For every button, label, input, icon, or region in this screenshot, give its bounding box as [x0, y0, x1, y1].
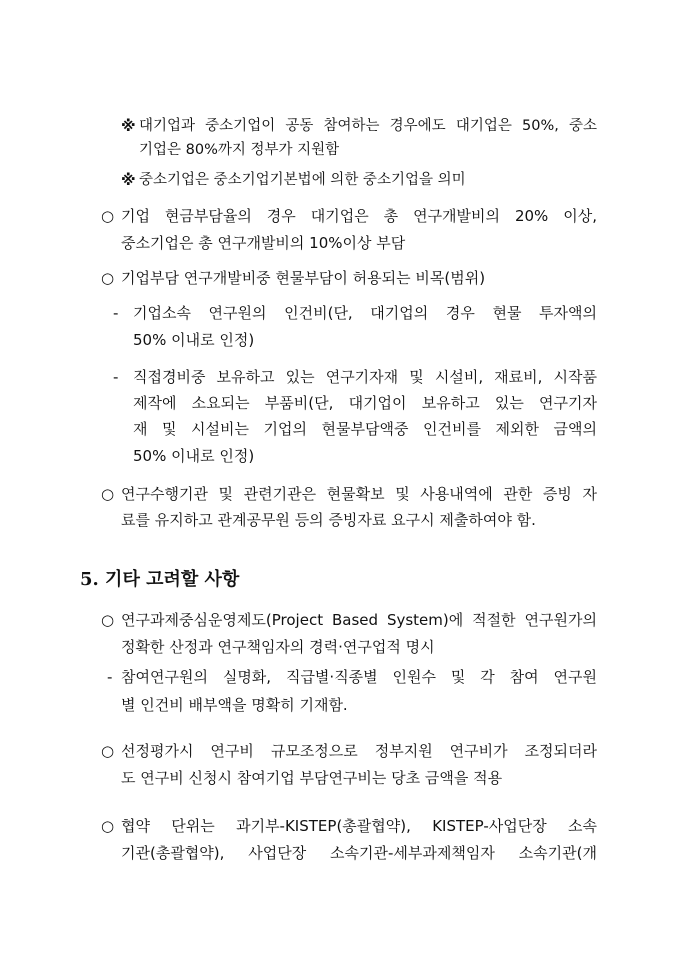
- dash-mark: -: [107, 668, 113, 686]
- dash-text-line: 50% 이내로 인정): [133, 447, 255, 465]
- bullet-text-line: 도 연구비 신청시 참여기업 부담연구비는 당초 금액을 적용: [121, 769, 503, 787]
- dash-text-line: 기업소속 연구원의 인건비(단, 대기업의 경우 현물 투자액의: [133, 304, 597, 322]
- bullet-circle: ○: [101, 817, 115, 835]
- bullet-text-line: 기업 현금부담율의 경우 대기업은 총 연구개발비의 20% 이상,: [121, 207, 597, 225]
- bullet-text-line: 협약 단위는 과기부-KISTEP(총괄협약), KISTEP-사업단장 소속: [121, 817, 597, 835]
- dash-text-line: 직접경비중 보유하고 있는 연구기자재 및 시설비, 재료비, 시작품: [133, 368, 597, 386]
- note-mark: ※: [121, 117, 136, 135]
- section-heading: 5. 기타 고려할 사항: [80, 569, 240, 590]
- bullet-circle: ○: [101, 207, 115, 225]
- bullet-text-line: 기업부담 연구개발비중 현물부담이 허용되는 비목(범위): [121, 269, 486, 287]
- dash-mark: -: [113, 368, 119, 386]
- bullet-text-line: 선정평가시 연구비 규모조정으로 정부지원 연구비가 조정되더라: [121, 742, 597, 760]
- bullet-text-line: 연구수행기관 및 관련기관은 현물확보 및 사용내역에 관한 증빙 자: [121, 485, 597, 503]
- bullet-circle: ○: [101, 269, 115, 287]
- note-text-line: 대기업과 중소기업이 공동 참여하는 경우에도 대기업은 50%, 중소: [139, 118, 597, 134]
- bullet-text-line: 중소기업은 총 연구개발비의 10%이상 부담: [121, 234, 406, 252]
- bullet-circle: ○: [101, 611, 115, 629]
- bullet-text-line: 기관(총괄협약), 사업단장 소속기관-세부과제책임자 소속기관(개: [121, 844, 597, 862]
- note-mark: ※: [121, 171, 136, 189]
- dash-text-line: 참여연구원의 실명화, 직급별·직종별 인원수 및 각 참여 연구원: [121, 668, 597, 686]
- bullet-text-line: 연구과제중심운영제도(Project Based System)에 적절한 연구원가의: [121, 611, 597, 629]
- dash-mark: -: [113, 304, 119, 322]
- dash-text-line: 50% 이내로 인정): [133, 331, 255, 349]
- note-text-line: 중소기업은 중소기업기본법에 의한 중소기업을 의미: [139, 172, 466, 188]
- bullet-circle: ○: [101, 742, 115, 760]
- bullet-circle: ○: [101, 485, 115, 503]
- dash-text-line: 별 인건비 배부액을 명확히 기재함.: [121, 696, 348, 714]
- bullet-text-line: 료를 유지하고 관계공무원 등의 증빙자료 요구시 제출하여야 함.: [121, 511, 536, 529]
- bullet-text-line: 정확한 산정과 연구책임자의 경력·연구업적 명시: [121, 638, 435, 656]
- dash-text-line: 제작에 소요되는 부품비(단, 대기업이 보유하고 있는 연구기자: [133, 394, 597, 412]
- note-text-line: 기업은 80%까지 정부가 지원함: [139, 142, 340, 158]
- dash-text-line: 재 및 시설비는 기업의 현물부담액중 인건비를 제외한 금액의: [133, 420, 597, 438]
